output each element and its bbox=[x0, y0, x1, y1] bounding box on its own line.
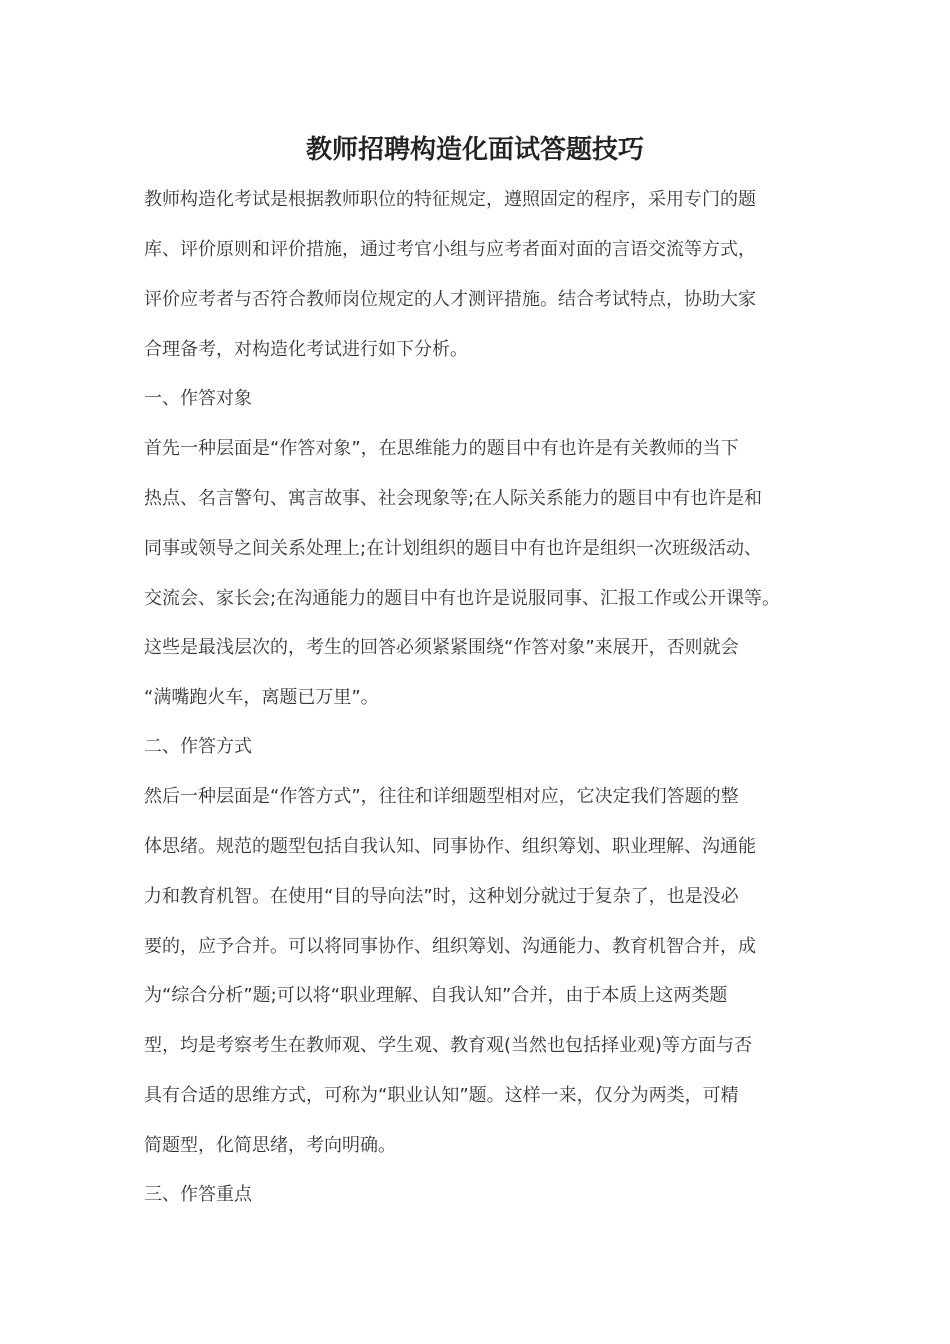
paragraph-line: “满嘴跑火车，离题已万里”。 bbox=[144, 687, 379, 708]
paragraph-line: 教师构造化考试是根据教师职位的特征规定，遵照固定的程序，采用专门的题 bbox=[144, 189, 756, 210]
paragraph-line: 评价应考者与否符合教师岗位规定的人才测评措施。结合考试特点，协助大家 bbox=[144, 289, 756, 310]
paragraph-line: 库、评价原则和评价措施，通过考官小组与应考者面对面的言语交流等方式， bbox=[144, 239, 756, 260]
paragraph-line: 同事或领导之间关系处理上;在计划组织的题目中有也许是组织一次班级活动、 bbox=[144, 538, 763, 559]
paragraph-line: 简题型，化简思绪，考向明确。 bbox=[144, 1135, 396, 1156]
paragraph-line: 这些是最浅层次的，考生的回答必须紧紧围绕“作答对象”来展开，否则就会 bbox=[144, 637, 739, 658]
paragraph-line: 为“综合分析”题;可以将“职业理解、自我认知”合并，由于本质上这两类题 bbox=[144, 985, 728, 1006]
section-heading: 一、作答对象 bbox=[144, 388, 252, 409]
paragraph-line: 体思绪。规范的题型包括自我认知、同事协作、组织筹划、职业理解、沟通能 bbox=[144, 836, 756, 857]
section-heading: 二、作答方式 bbox=[144, 736, 252, 757]
paragraph-line: 具有合适的思维方式，可称为“职业认知”题。这样一来，仅分为两类，可精 bbox=[144, 1085, 739, 1106]
paragraph-line: 然后一种层面是“作答方式”，往往和详细题型相对应，它决定我们答题的整 bbox=[144, 786, 739, 807]
paragraph-line: 要的，应予合并。可以将同事协作、组织筹划、沟通能力、教育机智合并，成 bbox=[144, 936, 756, 957]
paragraph-line: 首先一种层面是“作答对象”，在思维能力的题目中有也许是有关教师的当下 bbox=[144, 438, 739, 459]
paragraph-line: 热点、名言警句、寓言故事、社会现象等;在人际关系能力的题目中有也许是和 bbox=[144, 488, 763, 509]
section-heading: 三、作答重点 bbox=[144, 1184, 252, 1205]
paragraph-line: 合理备考，对构造化考试进行如下分析。 bbox=[144, 339, 468, 360]
paragraph-line: 交流会、家长会;在沟通能力的题目中有也许是说服同事、汇报工作或公开课等。 bbox=[144, 588, 781, 609]
document-title: 教师招聘构造化面试答题技巧 bbox=[305, 135, 644, 165]
paragraph-line: 型，均是考察考生在教师观、学生观、教育观(当然也包括择业观)等方面与否 bbox=[144, 1035, 753, 1056]
paragraph-line: 力和教育机智。在使用“目的导向法”时，这种划分就过于复杂了，也是没必 bbox=[144, 886, 739, 907]
